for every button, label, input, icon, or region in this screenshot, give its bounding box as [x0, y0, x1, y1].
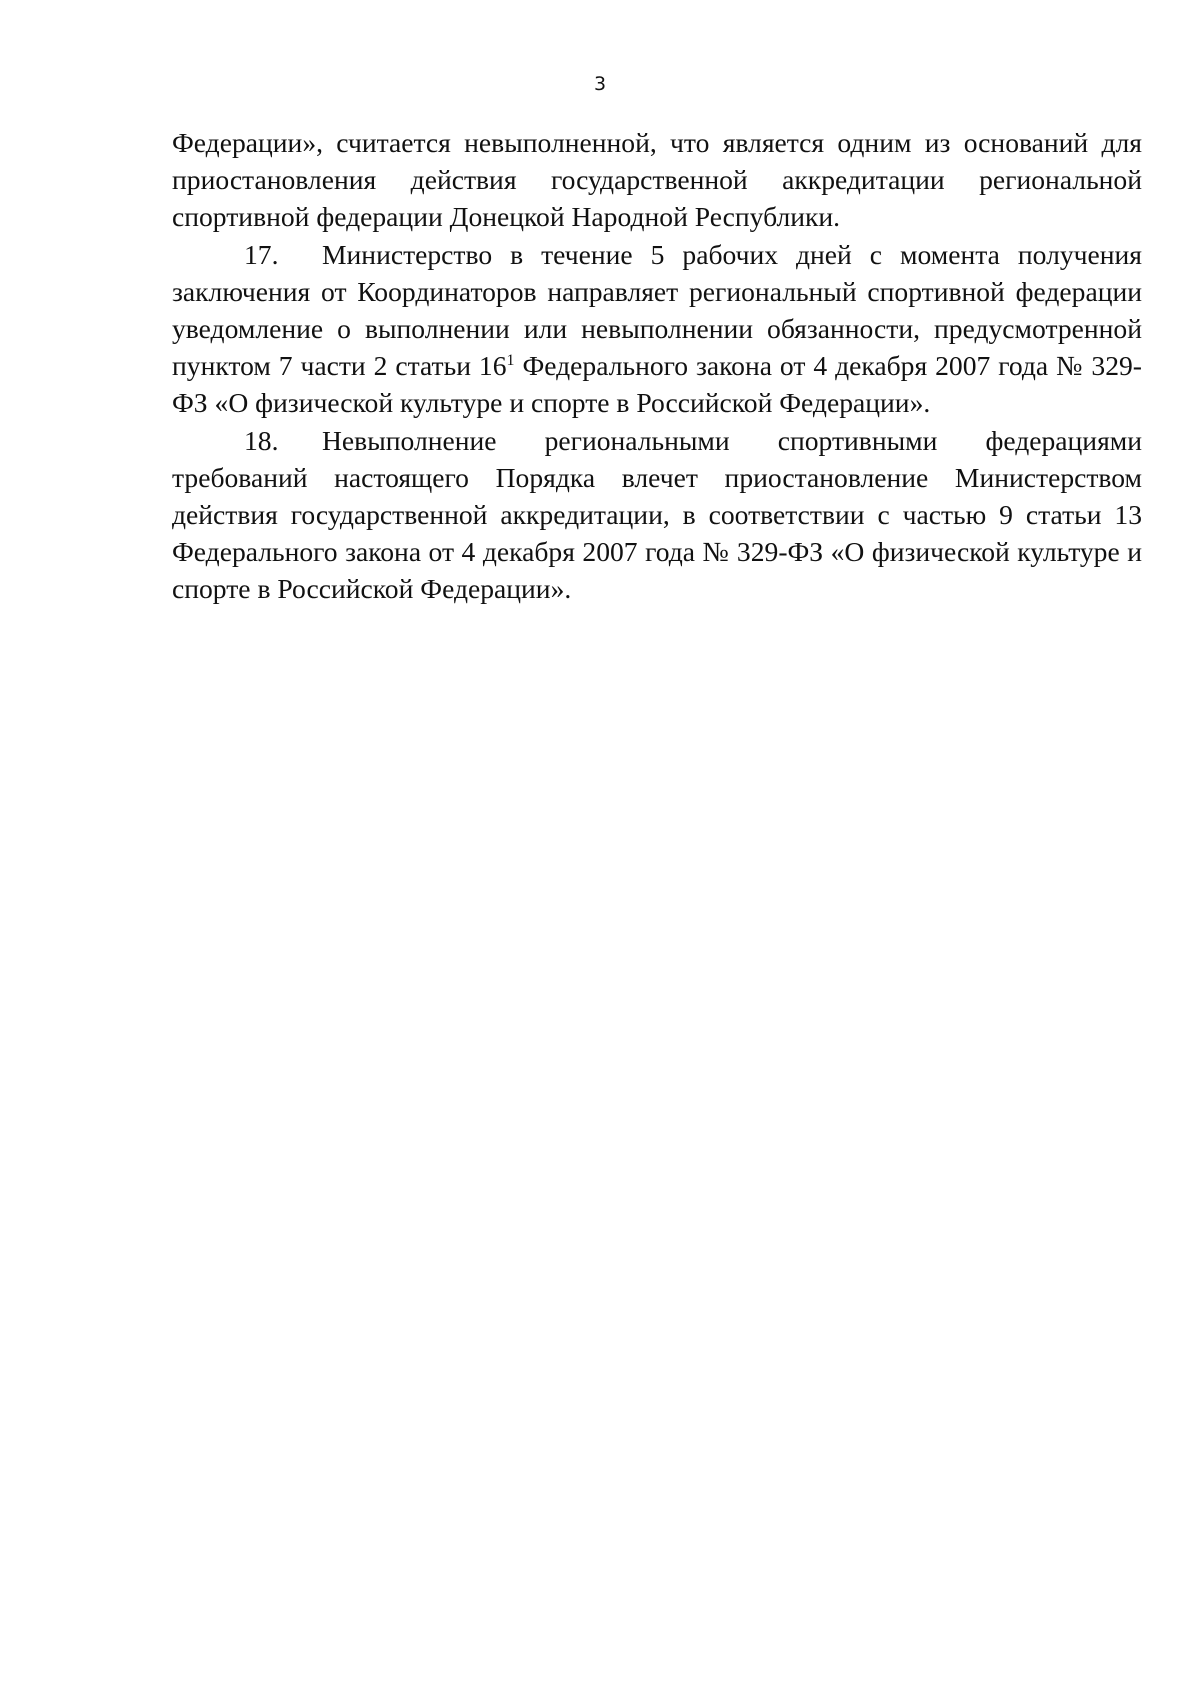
- paragraph-number: 18.: [244, 424, 279, 456]
- paragraph-18: [172, 422, 1142, 608]
- paragraph-text-continued: Федерального закона от 4 декабря 2007 года № 329-ФЗ «О физической культуре и спорте в Российской Федерации».: [172, 350, 1142, 419]
- superscript: 1: [506, 352, 515, 370]
- document-body: [172, 124, 1142, 608]
- paragraph-text: Федерации», считается невыполненной, что является одним из оснований для приостановления действия государственной аккредитации региональной спортивной федерации Донецкой Народной Республики.: [172, 127, 1142, 233]
- page-number: 3: [593, 73, 607, 95]
- paragraph-text: Невыполнение региональными спортивными федерациями требований настоящего Порядка влечет приостановление Министерством действия государственной аккредитации, в соответствии с частью 9 статьи 13 Федерального закона от 4 декабря 2007 года № 329-ФЗ «О физической культуре и спорте в Российской Федерации».: [172, 424, 1142, 605]
- paragraph-number: 17.: [244, 238, 279, 270]
- paragraph-text: Министерство в течение 5 рабочих дней с момента получения заключения от Координаторов направляет региональный спортивной федерации уведомление о выполнении или невыполнении обязанности, предусмотренной пунктом 7 части 2 статьи 16: [172, 238, 1142, 382]
- paragraph-continuation: [172, 124, 1142, 236]
- paragraph-17: [172, 236, 1142, 422]
